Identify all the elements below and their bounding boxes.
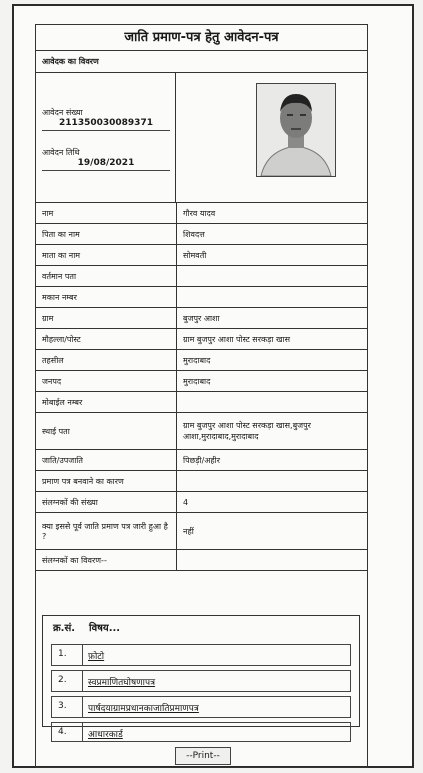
attachment-row [51,644,351,666]
table-row [36,266,367,287]
table-row [36,245,367,266]
field-label: क्या इससे पूर्व जाति प्रमाण पत्र जारी हुआ है ? [36,513,177,550]
print-button[interactable]: --Print-- [175,747,231,765]
form-title: जाति प्रमाण-पत्र हेतु आवेदन-पत्र [36,25,367,51]
field-value: मुरादाबाद [177,371,368,392]
form-frame [35,24,368,768]
attachment-link[interactable]: फ़ोटो [88,652,105,662]
field-value: गौरव यादव [177,203,368,224]
field-value [177,392,368,413]
attachment-row [51,670,351,692]
attachment-number: 2. [58,675,67,685]
applicant-photo [256,83,336,177]
table-row [36,392,367,413]
table-row [36,492,367,513]
divider [82,697,83,717]
field-value: सोमवती [177,245,368,266]
attachment-link[interactable]: स्वप्रमाणितघोषणापत्र [88,678,156,688]
field-label: तहसील [36,350,177,371]
applicant-header [36,73,367,203]
field-value: पिछड़ी/अहीर [177,450,368,471]
field-value: 4 [177,492,368,513]
col-serial: क्र.सं. [53,623,76,634]
field-label: ग्राम [36,308,177,329]
table-row [36,413,367,450]
attachment-link[interactable]: आधारकार्ड [88,730,123,740]
field-value [177,287,368,308]
field-label: जनपद [36,371,177,392]
attachment-row [51,696,351,718]
field-label: वर्तमान पता [36,266,177,287]
divider [82,723,83,741]
attachment-number: 1. [58,649,67,659]
table-row [36,287,367,308]
field-label: प्रमाण पत्र बनवाने का कारण [36,471,177,492]
attachment-row [51,722,351,742]
applicant-details-table [36,203,367,571]
field-value: ग्राम बुजपुर आशा पोस्ट सरकड़ा खास,बुजपुर आशा,मुरादाबाद,मुरादाबाद [177,413,368,450]
field-value: बुजपुर आशा [177,308,368,329]
field-value [177,471,368,492]
table-row [36,471,367,492]
attachments-header [43,616,359,642]
field-value: ग्राम बुजपुर आशा पोस्ट सरकड़ा खास [177,329,368,350]
field-value: शिवदत्त [177,224,368,245]
field-label: स्थाई पता [36,413,177,450]
attachments-list [42,615,360,740]
attachment-number: 3. [58,701,67,711]
table-row [36,329,367,350]
field-value [177,266,368,287]
field-value: नहीं [177,513,368,550]
col-subject: विषय... [88,623,121,634]
application-date: 19/08/2021 [42,158,170,171]
section-heading: आवेदक का विवरण [36,51,367,73]
field-label: मोबाईल नम्बर [36,392,177,413]
divider [82,645,83,665]
table-row [36,513,367,550]
application-date-block [42,147,170,171]
field-label: जाति/उपजाति [36,450,177,471]
field-label: मौहल्ला/पोस्ट [36,329,177,350]
application-number-block [42,107,170,131]
table-row [36,350,367,371]
field-label: नाम [36,203,177,224]
application-info [36,73,176,202]
application-date-label: आवेदन तिथि [42,148,80,157]
attachment-link[interactable]: पार्षदयाग्रामप्रधानकाजातिप्रमाणपत्र [88,704,199,714]
field-label: संलग्नकों का विवरण-- [36,550,177,571]
table-row [36,371,367,392]
field-label: पिता का नाम [36,224,177,245]
application-sheet [12,4,414,768]
application-number: 211350030089371 [42,118,170,131]
application-number-label: आवेदन संख्या [42,108,83,117]
field-label: माता का नाम [36,245,177,266]
field-label: मकान नम्बर [36,287,177,308]
table-row [36,450,367,471]
table-row [36,550,367,571]
table-row [36,224,367,245]
field-value [177,550,368,571]
field-label: संलग्नकों की संख्या [36,492,177,513]
attachment-number: 4. [58,727,67,737]
divider [82,671,83,691]
field-value: मुरादाबाद [177,350,368,371]
table-row [36,203,367,224]
table-row [36,308,367,329]
